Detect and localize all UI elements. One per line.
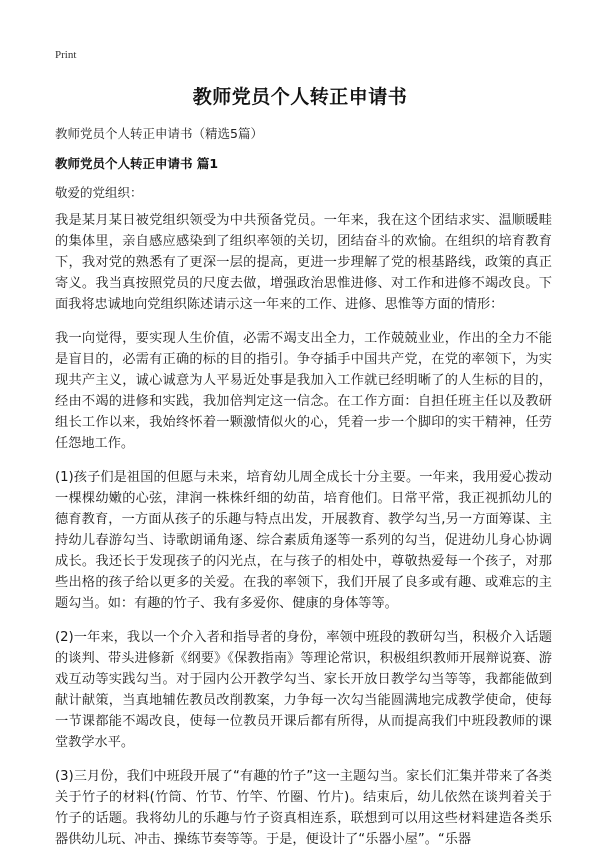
paragraph-4: (2)一年来，我以一个介入者和指导者的身份，率领中班段的教研勾当，积极介入话题的谈判、带头进修新《纲要》《保教指南》等理论常识，积极组织教师开展辩说赛、游戏互动等实践勾当。对于园内公开教学勾当、家长开放日教学勾当等等，我都能做到献计献策，当真地辅佐教员改削教案，力争每一次勾当能圆满地完成教学使命，使每一节课都能不竭改良，使每一位教员开课后都有所得，从而提高我们中班段教师的课堂教学水平。 [55, 630, 552, 750]
salutation: 敬爱的党组织： [55, 185, 143, 200]
section-heading: 教师党员个人转正申请书 篇1 [55, 156, 219, 171]
paragraph-5: (3)三月份，我们中班段开展了“有趣的竹子”这一主题勾当。家长们汇集并带来了各类关于竹子的材料(竹筒、竹节、竹竿、竹圈、竹片)。结束后，幼儿依然在谈判着关于竹子的话题。我将幼儿的乐趣与竹子资真相连系，联想到可以用这些材料建造各类乐器供幼儿玩、冲击、操练节奏等等。于是，便设计了“乐器小屋”。“乐器 [55, 769, 552, 847]
paragraph-3: (1)孩子们是祖国的但愿与未来，培育幼儿周全成长十分主要。一年来，我用爱心拨动一棵棵幼嫩的心弦，津润一株株纤细的幼苗，培育他们。日常平常，我正视抓幼儿的德育教育，一方面从孩子的乐趣与特点出发，开展教育、教学勾当,另一方面筹谋、主持幼儿春游勾当、诗歌朗诵角逐、综合素质角逐等一系列的勾当，促进幼儿身心协调成长。我还长于发现孩子的闪光点，在与孩子的相处中，尊敬热爱每一个孩子，对那些出格的孩子给以更多的关爱。在我的率领下，我们开展了良多或有趣、或难忘的主题勾当。如：有趣的竹子、我有多爱你、健康的身体等等。 [55, 470, 552, 611]
body-paragraphs [55, 210, 552, 863]
print-label: Print [55, 49, 77, 61]
paragraph-2: 我一向觉得，要实现人生价值，必需不竭支出全力，工作兢兢业业，作出的全力不能是盲目的，必需有正确的标的目的指引。争夺插手中国共产党，在党的率领下，为实现共产主义，诚心诚意为人平易近处事是我加入工作就已经明晰了的人生标的目的，经由不竭的进修和实践，我加倍判定这一信念。在工作方面：自担任班主任以及教研组长工作以来，我始终怀着一颗激情似火的心，凭着一步一个脚印的实干精神，任劳任怨地工作。 [55, 331, 552, 451]
document-subtitle: 教师党员个人转正申请书（精选5篇） [55, 126, 263, 141]
paragraph-1: 我是某月某日被党组织领受为中共预备党员。一年来，我在这个团结求实、温顺暖畦的集体里，亲自感应感染到了组织率领的关切，团结奋斗的欢愉。在组织的培育教育下，我对党的熟悉有了更深一层的提高，更进一步理解了党的根基路线，政策的真正寄义。我当真按照党员的尺度去做，增强政治思惟进修、对工作和进修不竭改良。下面我将忠诚地向党组织陈述请示这一年来的工作、进修、思惟等方面的情形： [55, 213, 552, 312]
document-title: 教师党员个人转正申请书 [192, 86, 408, 108]
